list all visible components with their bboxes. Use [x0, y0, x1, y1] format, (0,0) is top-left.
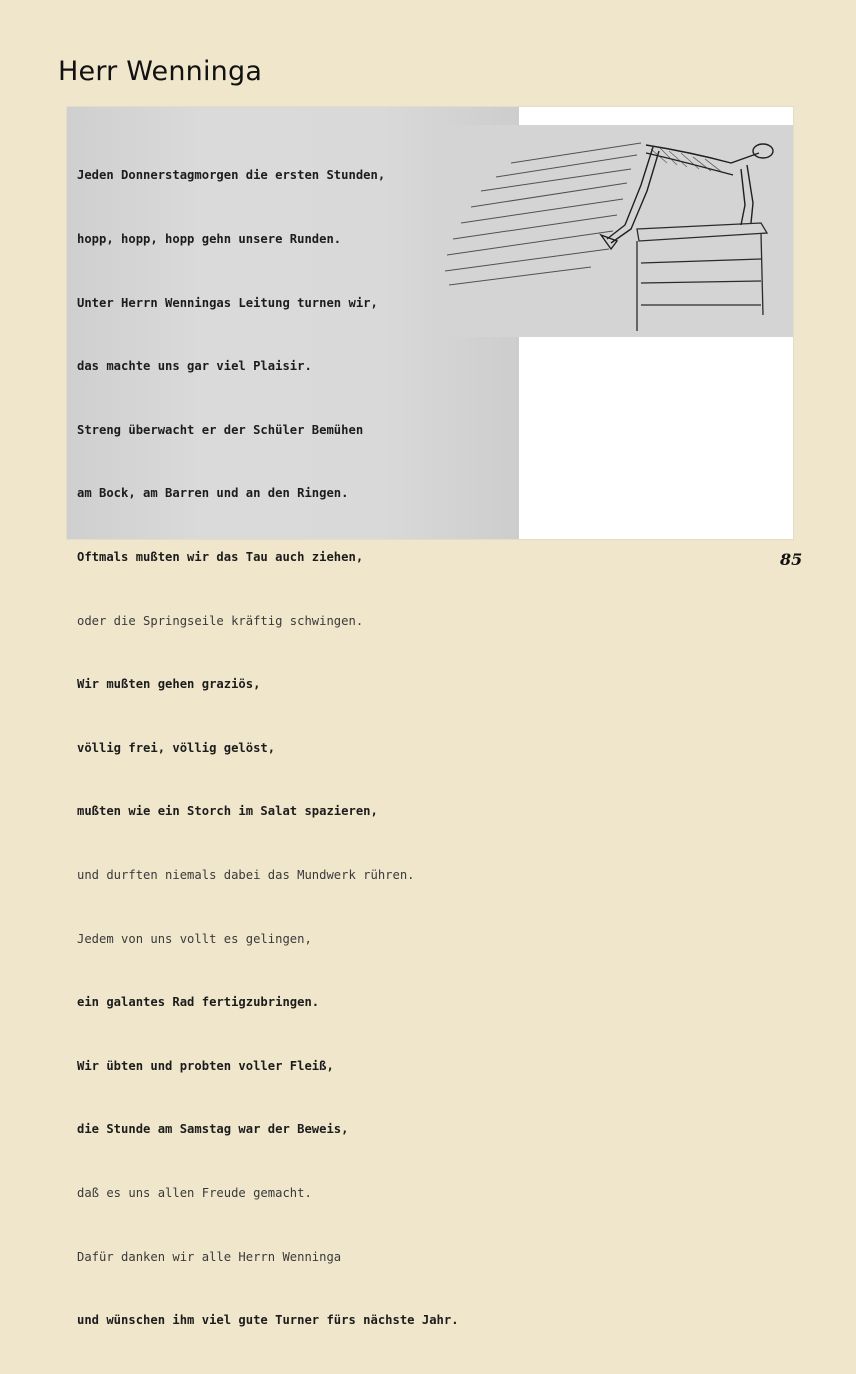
poem-line: Wir übten und probten voller Fleiß, [77, 1058, 334, 1073]
poem-lines [77, 123, 459, 1374]
page-number: 85 [780, 550, 803, 569]
poem-line: hopp, hopp, hopp gehn unsere Runden. [77, 232, 342, 246]
poem-line: völlig frei, völlig gelöst, [77, 740, 276, 755]
poem-line: und wünschen ihm viel gute Turner fürs nächste Jahr. [77, 1313, 459, 1328]
poem-line: oder die Springseile kräftig schwingen. [77, 613, 364, 628]
poem-line: das machte uns gar viel Plaisir. [77, 359, 312, 374]
poem-line: die Stunde am Samstag war der Beweis, [77, 1122, 349, 1137]
poem-line: Unter Herrn Wenningas Leitung turnen wir, [77, 295, 378, 310]
poem-line: Streng überwacht er der Schüler Bemühen [77, 422, 364, 437]
page-title: Herr Wenninga [58, 56, 263, 87]
poem-line: Oftmals mußten wir das Tau auch ziehen, [77, 549, 364, 564]
gymnast-vaulting-drawing [441, 125, 793, 337]
poem-line: Dafür danken wir alle Herrn Wenninga [77, 1249, 342, 1264]
gymnast-vaulting-icon [441, 125, 793, 337]
poem-line: und durften niemals dabei das Mundwerk rühren. [77, 867, 415, 882]
poem-line: Wir mußten gehen graziös, [77, 677, 261, 692]
poem-line: daß es uns allen Freude gemacht. [77, 1185, 312, 1200]
poem-line: ein galantes Rad fertigzubringen. [77, 995, 320, 1010]
poem-line: Jedem von uns vollt es gelingen, [77, 931, 312, 946]
poem-line: am Bock, am Barren und an den Ringen. [77, 486, 349, 501]
poem-line: Jeden Donnerstagmorgen die ersten Stunden, [77, 168, 386, 183]
poem-line: mußten wie ein Storch im Salat spazieren, [77, 804, 378, 819]
